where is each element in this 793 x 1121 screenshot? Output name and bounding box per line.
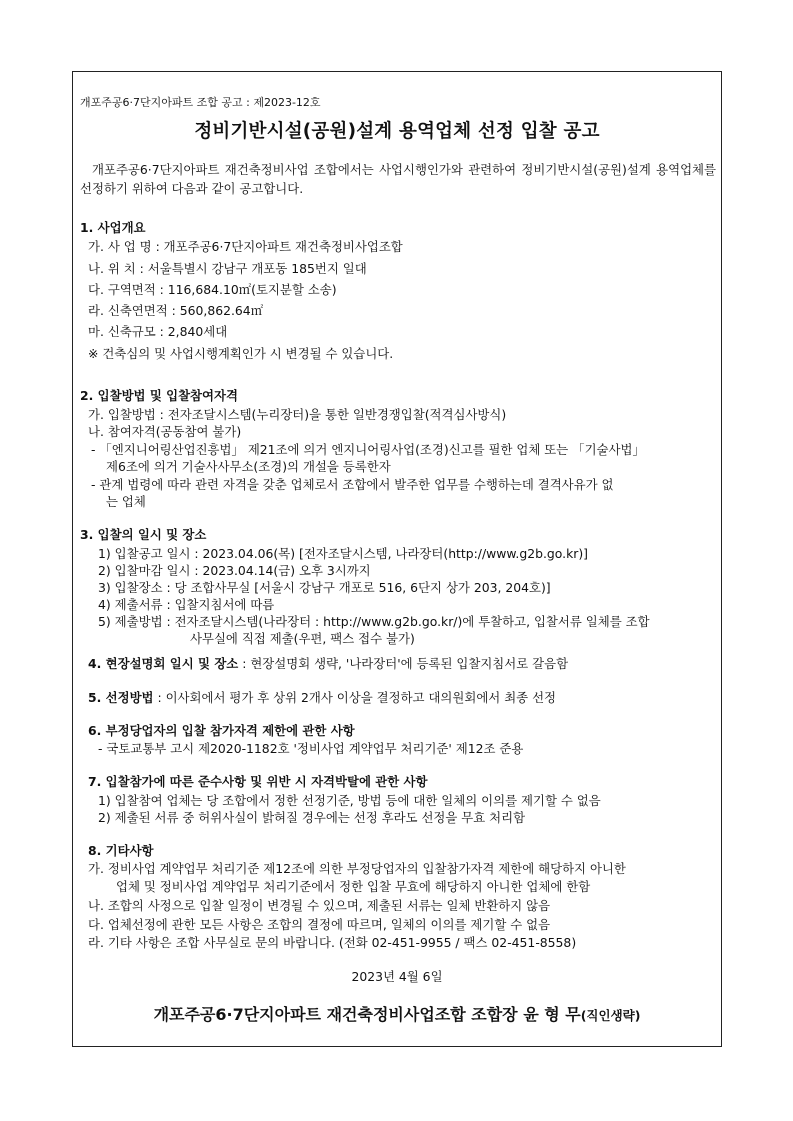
section-3-heading: 3. 입찰의 일시 및 장소 <box>80 527 207 542</box>
intro-text: 개포주공6·7단지아파트 재건축정비사업 조합에서는 사업시행인가와 관련하여 정비기반시설(공원)설계 용역업체를 선정하기 위하여 다음과 같이 공고합니다. <box>80 162 716 196</box>
section-2-item: - 「엔지니어링산업진흥법」 제21조에 의거 엔지니어링사업(조경)신고를 필한 업체 또는 「기술사법」 <box>91 442 645 457</box>
section-1-heading: 1. 사업개요 <box>80 220 146 235</box>
section-3-item: 3) 입찰장소 : 당 조합사무실 [서울시 강남구 개포로 516, 6단지 상가 203, 204호)] <box>98 580 551 595</box>
section-2-item: 제6조에 의거 기술사사무소(조경)의 개설을 등록한자 <box>106 459 391 474</box>
section-1-item: 가. 사 업 명 : 개포주공6·7단지아파트 재건축정비사업조합 <box>88 239 403 254</box>
section-3-item: 사무실에 직접 제출(우편, 팩스 접수 불가) <box>190 631 415 646</box>
section-2-item: 나. 참여자격(공동참여 불가) <box>88 424 242 439</box>
section-1-item: 마. 신축규모 : 2,840세대 <box>88 324 228 339</box>
seal-omitted-note: (직인생략) <box>580 1008 641 1023</box>
section-3-item: 2) 입찰마감 일시 : 2023.04.14(금) 오후 3시까지 <box>98 563 371 578</box>
section-4-text: : 현장설명회 생략, '나라장터'에 등록된 입찰지침서로 갈음함 <box>238 656 569 671</box>
section-5-heading: 5. 선정방법 <box>88 690 154 705</box>
section-2-item: 가. 입찰방법 : 전자조달시스템(누리장터)을 통한 일반경쟁입찰(적격심사방식) <box>88 407 507 422</box>
section-1-note: ※ 건축심의 및 사업시행계획인가 시 변경될 수 있습니다. <box>88 346 394 361</box>
section-7-item: 2) 제출된 서류 중 허위사실이 밝혀질 경우에는 선정 후라도 선정을 무효 처리함 <box>98 810 526 825</box>
notice-number: 개포주공6·7단지아파트 조합 공고 : 제2023-12호 <box>80 96 321 109</box>
signature-name: 개포주공6·7단지아파트 재건축정비사업조합 조합장 윤 형 무 <box>153 1005 581 1024</box>
section-2-item: 는 업체 <box>106 494 146 509</box>
section-8-item: 라. 기타 사항은 조합 사무실로 문의 바랍니다. (전화 02-451-9955 / 팩스 02-451-8558) <box>88 935 577 950</box>
document-title: 정비기반시설(공원)설계 용역업체 선정 입찰 공고 <box>194 121 600 142</box>
signature-line <box>72 1002 722 1025</box>
section-1-item: 나. 위 치 : 서울특별시 강남구 개포동 185번지 일대 <box>88 261 367 276</box>
section-8-item: 나. 조합의 사정으로 입찰 일정이 변경될 수 있으며, 제출된 서류는 일체 반환하지 않음 <box>88 898 551 913</box>
section-6-text: - 국토교통부 고시 제2020-1182호 '정비사업 계약업무 처리기준' 제12조 준용 <box>98 741 524 756</box>
section-5 <box>88 688 556 706</box>
section-8-heading: 8. 기타사항 <box>88 843 154 858</box>
section-2-heading: 2. 입찰방법 및 입찰참여자격 <box>80 388 238 403</box>
section-1-item: 라. 신축연면적 : 560,862.64㎡ <box>88 303 264 318</box>
section-3-item: 4) 제출서류 : 입찰지침서에 따름 <box>98 597 275 612</box>
section-7-heading: 7. 입찰참가에 따른 준수사항 및 위반 시 자격박탈에 관한 사항 <box>88 774 428 789</box>
section-2-item: - 관계 법령에 따라 관련 자격을 갖춘 업체로서 조합에서 발주한 업무를 수행하는데 결격사유가 없 <box>91 477 614 492</box>
section-6-heading: 6. 부정당업자의 입찰 참가자격 제한에 관한 사항 <box>88 723 355 738</box>
section-3-item: 1) 입찰공고 일시 : 2023.04.06(목) [전자조달시스템, 나라장터(http://www.g2b.go.kr)] <box>98 546 589 561</box>
section-8-item: 가. 정비사업 계약업무 처리기준 제12조에 의한 부정당업자의 입찰참가자격 제한에 해당하지 아니한 <box>88 861 626 876</box>
intro-paragraph <box>80 160 716 198</box>
section-8-item: 다. 업체선정에 관한 모든 사항은 조합의 결정에 따르며, 일체의 이의를 제기할 수 없음 <box>88 917 551 932</box>
section-1-item: 다. 구역면적 : 116,684.10㎡(토지분할 소송) <box>88 282 337 297</box>
section-8-item: 업체 및 정비사업 계약업무 처리기준에서 정한 입찰 무효에 해당하지 아니한 업체에 한함 <box>116 879 591 894</box>
section-4-heading: 4. 현장설명회 일시 및 장소 <box>88 656 239 671</box>
section-7-item: 1) 입찰참여 업체는 당 조합에서 정한 선정기준, 방법 등에 대한 일체의 이의를 제기할 수 없음 <box>98 793 601 808</box>
section-3-item: 5) 제출방법 : 전자조달시스템(나라장터 : http://www.g2b.go.kr/)에 투찰하고, 입찰서류 일체를 조합 <box>98 614 650 629</box>
section-4 <box>88 654 568 672</box>
notice-date: 2023년 4월 6일 <box>351 969 443 984</box>
section-5-text: : 이사회에서 평가 후 상위 2개사 이상을 결정하고 대의원회에서 최종 선정 <box>153 690 557 705</box>
